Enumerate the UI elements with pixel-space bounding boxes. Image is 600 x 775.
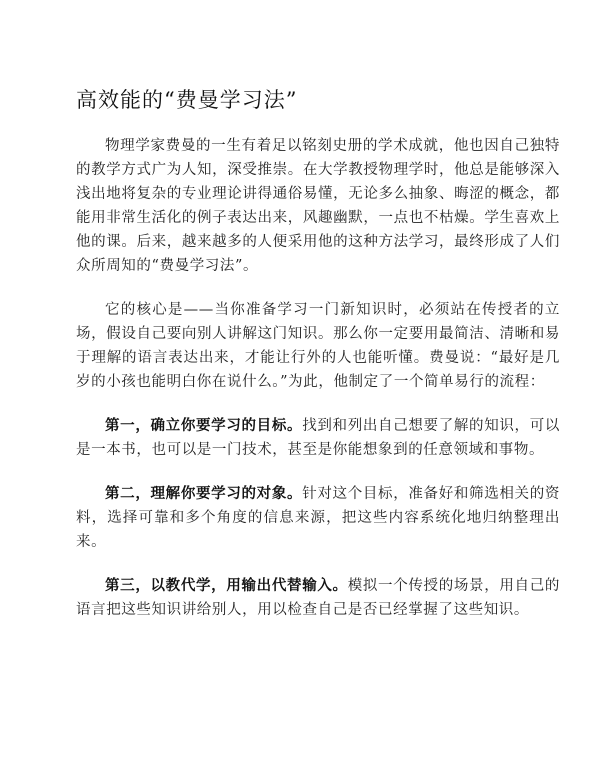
paragraph-intro <box>76 134 560 278</box>
paragraph-step-3 <box>76 574 560 622</box>
step-2-text: 针对这个目标，准备好和筛选相关的资料，选择可靠和多个角度的信息来源，把这些内容系统化地归纳整理出来。 <box>76 486 560 550</box>
step-3-heading: 第三，以教代学，用输出代替输入。 <box>105 577 348 594</box>
step-1-heading: 第一，确立你要学习的目标。 <box>105 417 303 434</box>
paragraph-core <box>76 298 560 394</box>
paragraph-step-2 <box>76 482 560 554</box>
document-title: 高效能的“费曼学习法” <box>76 88 298 112</box>
step-3-text: 模拟一个传授的场景，用自己的语言把这些知识讲给别人，用以检查自己是否已经掌握了这些知识。 <box>76 578 560 618</box>
paragraph-text: 物理学家费曼的一生有着足以铭刻史册的学术成就，他也因自己独特的教学方式广为人知，深受推崇。在大学教授物理学时，他总是能够深入浅出地将复杂的专业理论讲得通俗易懂，无论多么抽象、晦涩的概念，都能用非常生活化的例子表达出来，风趣幽默，一点也不枯燥。学生喜欢上他的课。后来，越来越多的人便采用他的这种方法学习，最终形成了人们众所周知的“费曼学习法”。 <box>76 138 560 274</box>
step-1-text: 找到和列出自己想要了解的知识，可以是一本书，也可以是一门技术，甚至是你能想象到的任意领域和事物。 <box>76 418 560 458</box>
step-2-heading: 第二，理解你要学习的对象。 <box>105 485 303 502</box>
paragraph-step-1 <box>76 414 560 462</box>
paragraph-text: 它的核心是——当你准备学习一门新知识时，必须站在传授者的立场，假设自己要向别人讲解这门知识。那么你一定要用最简洁、清晰和易于理解的语言表达出来，才能让行外的人也能听懂。费曼说：“最好是几岁的小孩也能明白你在说什么。”为此，他制定了一个简单易行的流程： <box>76 302 560 390</box>
